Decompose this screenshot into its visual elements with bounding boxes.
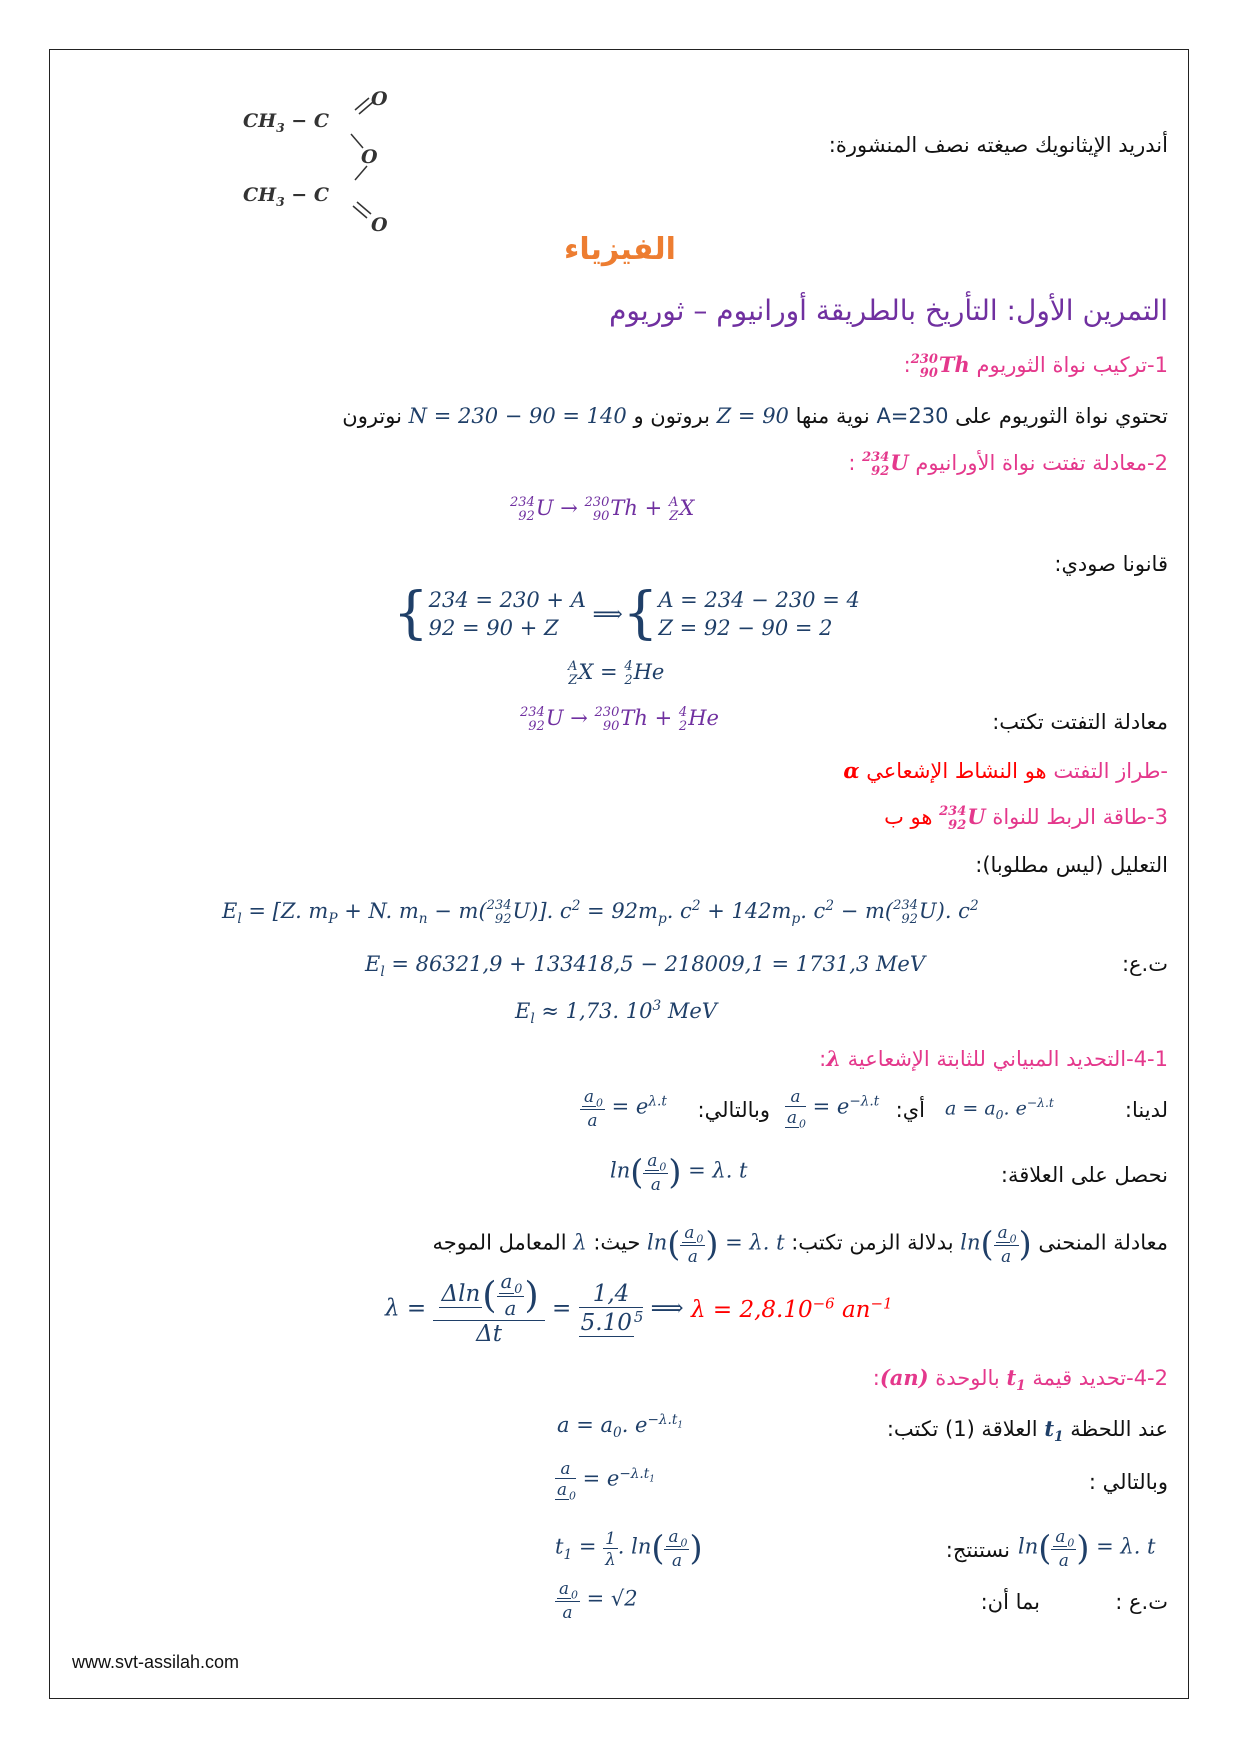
decay-equation-1: 234 92 U → 230 90 Th + A Z X: [510, 495, 695, 524]
chem-intro: أندريد الإيثانويك صيغته نصف المنشورة:: [828, 133, 1168, 157]
ln-relation: ln( $\frac{a _0}{a}$ ) = λ. t: [610, 1150, 748, 1195]
decay-equation-2: 234 92 U → 230 90 Th + 4 2 He: [520, 705, 719, 734]
oxygen-top: O: [371, 88, 388, 110]
q41-heading: 4-1-التحديد المبياني للثابتة الإشعاعية λ:: [819, 1046, 1168, 1071]
ta-label-2: ت.ع :: [1115, 1590, 1168, 1614]
q42-heading: 4-2-تحديد قيمة $t_1$ بالوحدة (an):: [872, 1365, 1168, 1395]
carbon-top: C: [313, 110, 329, 132]
decay-type: -طراز التفتت هو النشاط الإشعاعي α: [843, 758, 1168, 783]
uranium-symbol: 234 92 U: [862, 450, 909, 479]
soddy-system: { 234 = 230 + A 92 = 90 + Z ⟹{ A = 234 − 230 = 4 Z = 92 − 90 = 2: [393, 581, 860, 646]
chem-structure: $CH_3 - C$ O O $CH_3 - C$ O: [243, 88, 433, 238]
lambda-result: $\lambda = 2,8.10^{-6}$ $an^{-1}$: [690, 1294, 893, 1323]
q1-heading: 1-تركيب نواة الثوريوم 230 90 Th:: [903, 352, 1168, 381]
ch3-top: CH: [243, 110, 277, 132]
relation-a: $a = a_0$. $e^{-\lambda.t}$: [945, 1096, 1054, 1123]
soddy-label: قانونا صودي:: [1054, 552, 1168, 576]
relation-ratio-1: $\frac{a}{a _0}$ = $e^{-\lambda.t}$: [787, 1086, 880, 1131]
binding-energy-numeric: $E_l = 86321,9 + 133418,5 - 218009,1 = 1731,3$ MeV: [365, 952, 925, 981]
ta-label-1: ت.ع:: [1121, 952, 1168, 976]
at-instant-line: عند اللحظة $t_1$ العلاقة (1) تكتب:: [886, 1416, 1168, 1446]
q1-text: تحتوي نواة الثوريوم على A=230 نوية منها Z = 90 بروتون و N = 230 − 90 = 140 نوترون: [342, 404, 1168, 428]
thorium-symbol: 230 90 Th: [910, 352, 970, 381]
bima-label: بما أن:: [980, 1590, 1040, 1614]
binding-energy-approx: $E_l \approx 1,73$. $10^3$ MeV: [515, 998, 717, 1028]
ratio-sqrt2: $\frac{a _0}{a}$ = √2: [555, 1578, 638, 1622]
wa-label: وبالتالي:: [697, 1098, 770, 1122]
exercise-title: التمرين الأول: التأريخ بالطريقة أورانيوم – ثوريوم: [609, 294, 1168, 327]
x-identity: A Z X = 4 2 He: [568, 659, 665, 688]
curve-equation-line: معادلة المنحنى ln( $\frac{a _0}{a}$ ) بدلالة الزمن تكتب: ln( $\frac{a _0}{a}$ ) = λ. t حيث: λ المعامل الموجه: [432, 1222, 1168, 1267]
oxygen-bridge: O: [361, 146, 378, 168]
ladayna-label: لدينا:: [1124, 1098, 1168, 1122]
footer-url[interactable]: www.svt-assilah.com: [72, 1652, 240, 1672]
t1-formula: $t_1$ = $\frac{1}{\lambda}$ . ln( $\frac{a _0}{a}$ ): [555, 1526, 703, 1571]
carbon-bottom: C: [313, 184, 329, 206]
nahsul-label: نحصل على العلاقة:: [1000, 1163, 1168, 1187]
justification-label: التعليل (ليس مطلوبا):: [975, 853, 1168, 877]
ch3-bottom: CH: [243, 184, 277, 206]
lambda-calculation: λ = Δln( $\frac{a _0}{a}$ ) Δt = $\frac{1,4}{5.10 ^5}$ ⟹ $\lambda = 2,8.10^{-6}$ $an^{-1}$: [385, 1270, 893, 1347]
binding-energy-formula: $E_l = [Z$. $m_P + N$. $m_n - m$( 234 92 U)]. $c^2 = 92m_p$. $c^2 + 142m_p$. $c^2 - m$( 234 92 U). $c^2$: [222, 898, 979, 928]
oxygen-bottom: O: [371, 214, 388, 236]
q2-heading: 2-معادلة تفتت نواة الأورانيوم 234 92 U :: [848, 450, 1168, 479]
q3-heading: 3-طاقة الربط للنواة 234 92 U هو ب: [884, 804, 1168, 833]
ln-relation-2: ln( $\frac{a _0}{a}$ ) = λ. t: [1018, 1526, 1156, 1571]
nastantij-label: نستنتج:: [945, 1538, 1010, 1562]
decay-eq-label: معادلة التفتت تكتب:: [992, 710, 1168, 734]
ratio-at-t1: $\frac{a}{a _0}$ = $e^{-\lambda.t_1}$: [557, 1458, 655, 1503]
relation-at-t1: $a = a_0$. $e^{-\lambda.t_1}$: [557, 1412, 684, 1442]
ay-label: أي:: [895, 1098, 925, 1122]
relation-ratio-2: $\frac{a _0}{a}$ = $e^{\lambda.t}$: [580, 1086, 667, 1130]
wa-label-2: وبالتالي :: [1088, 1470, 1168, 1494]
section-title: الفيزياء: [564, 232, 676, 267]
